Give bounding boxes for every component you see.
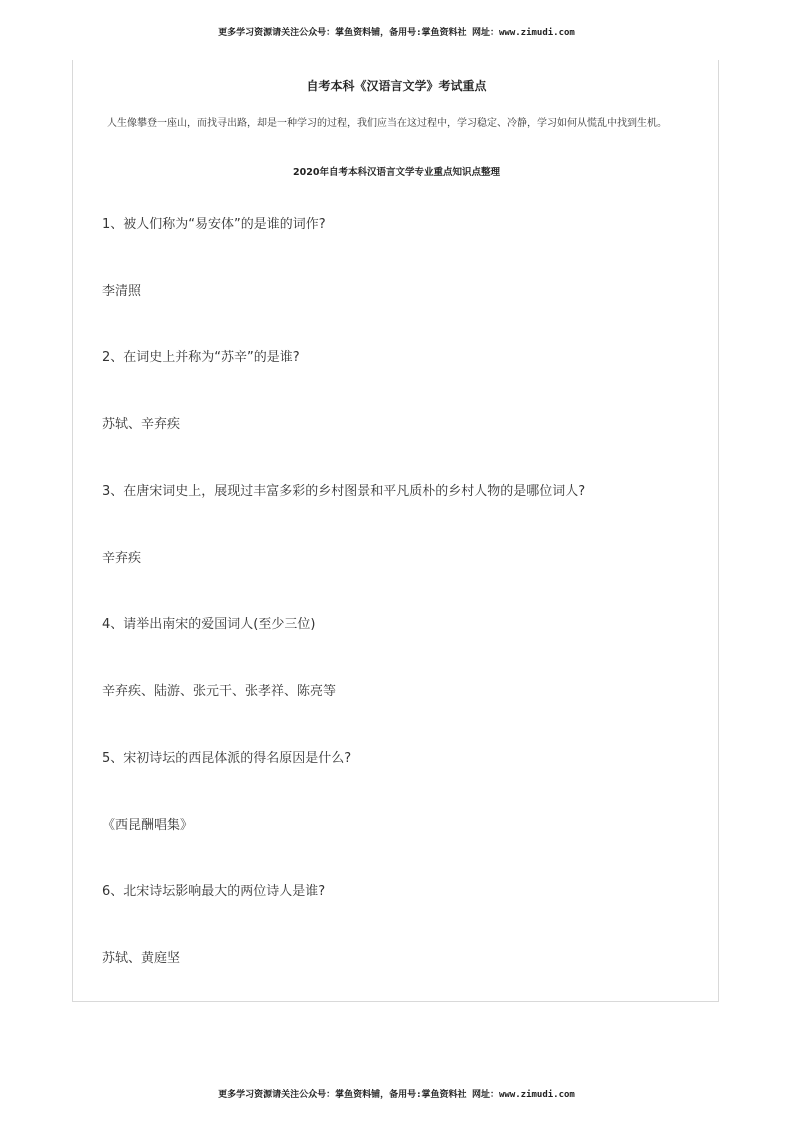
document-title: 自考本科《汉语言文学》考试重点 [306, 79, 487, 93]
page-footer-note: 更多学习资源请关注公众号：掌鱼资料铺，备用号:掌鱼资料社 网址：www.zimudi.com [218, 1090, 575, 1100]
answer-6: 苏轼、黄庭坚 [102, 951, 181, 966]
question-4: 4、请举出南宋的爱国词人(至少三位) [102, 617, 316, 632]
question-3: 3、在唐宋词史上，展现过丰富多彩的乡村图景和平凡质朴的乡村人物的是哪位词人? [102, 484, 586, 499]
answer-2: 苏轼、辛弃疾 [102, 417, 181, 432]
question-5: 5、宋初诗坛的西昆体派的得名原因是什么? [102, 751, 352, 766]
answer-4: 辛弃疾、陆游、张元干、张孝祥、陈亮等 [102, 684, 337, 699]
question-1: 1、被人们称为“易安体”的是谁的词作? [102, 217, 326, 232]
answer-5: 《西昆酬唱集》 [102, 818, 194, 833]
question-6: 6、北宋诗坛影响最大的两位诗人是谁? [102, 884, 326, 899]
section-subtitle: 2020年自考本科汉语言文学专业重点知识点整理 [293, 167, 500, 178]
answer-3: 辛弃疾 [102, 551, 142, 566]
intro-paragraph: 人生像攀登一座山，而找寻出路，却是一种学习的过程，我们应当在这过程中，学习稳定、冷静，学习如何从慌乱中找到生机。 [107, 118, 667, 129]
question-2: 2、在词史上并称为“苏辛”的是谁? [102, 350, 300, 365]
answer-1: 李清照 [102, 284, 142, 299]
document-body [72, 60, 719, 1002]
page-header-note: 更多学习资源请关注公众号：掌鱼资料铺，备用号:掌鱼资料社 网址：www.zimudi.com [218, 28, 575, 38]
